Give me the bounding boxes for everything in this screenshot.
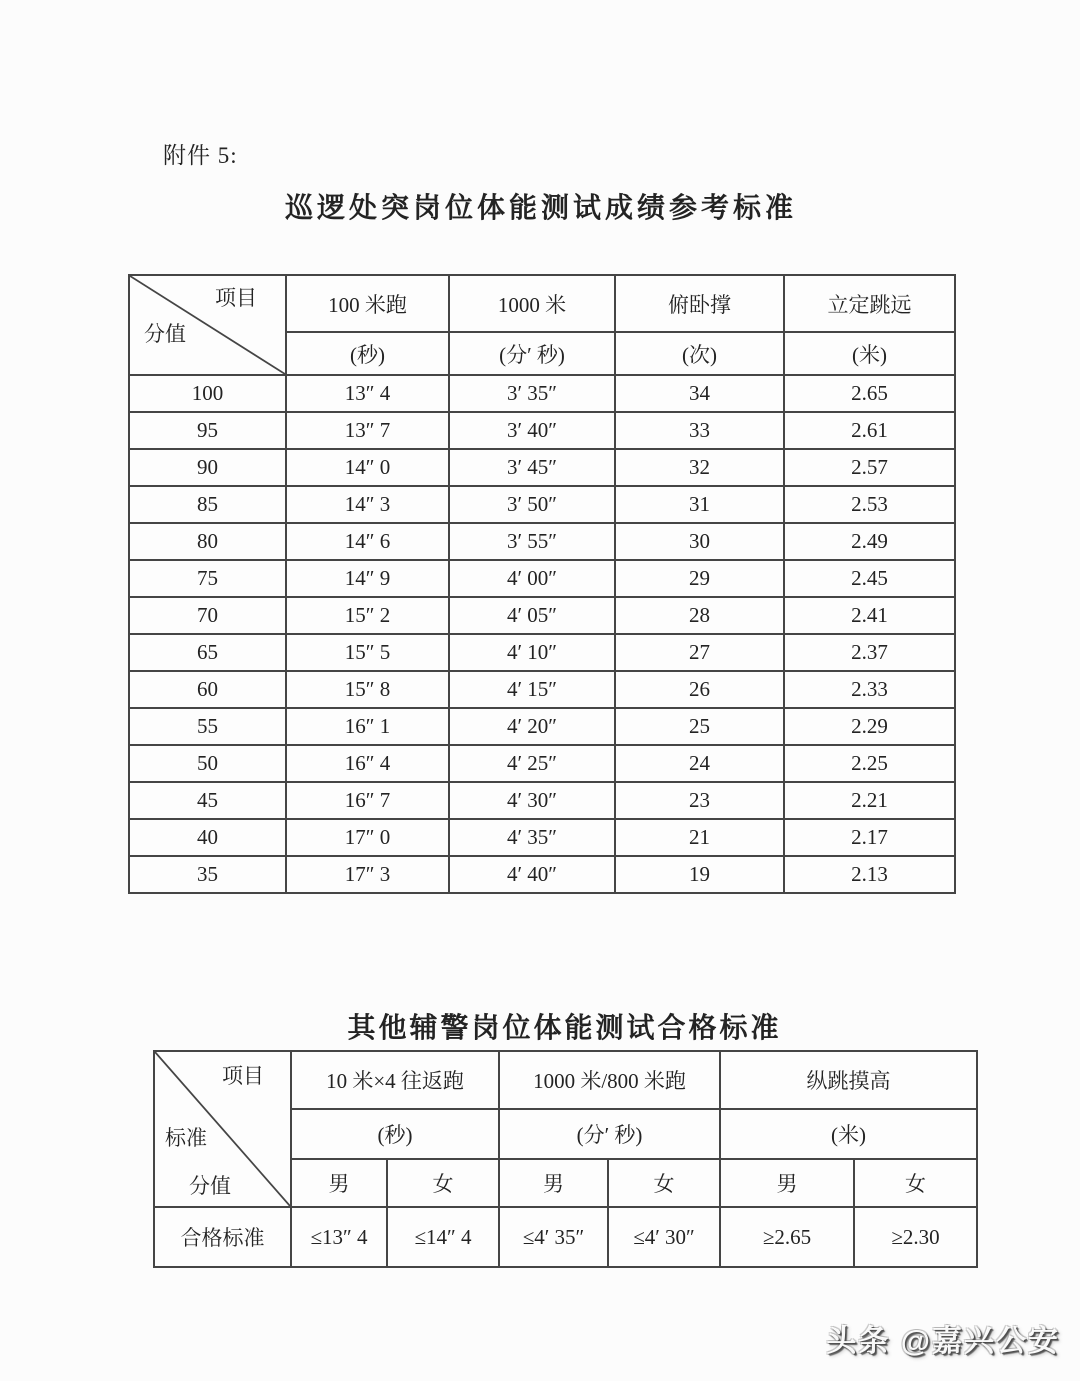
value-cell: 3′ 50″ [449, 486, 615, 523]
value-cell: 23 [615, 782, 784, 819]
table-header-row [129, 275, 955, 332]
table1-title: 巡逻处突岗位体能测试成绩参考标准 [284, 193, 797, 224]
table2-title: 其他辅警岗位体能测试合格标准 [347, 1013, 782, 1044]
table-row [129, 486, 955, 523]
column-unit-jump: (米) [784, 332, 955, 375]
score-cell: 80 [129, 523, 286, 560]
value-cell: 2.45 [784, 560, 955, 597]
value-cell: 14″ 6 [286, 523, 449, 560]
score-cell: 50 [129, 745, 286, 782]
corner-label-project: 项目 [215, 286, 257, 310]
value-cell: ≥2.65 [720, 1207, 854, 1267]
value-cell: 28 [615, 597, 784, 634]
value-cell: 15″ 2 [286, 597, 449, 634]
value-cell: ≤14″ 4 [387, 1207, 499, 1267]
gender-header-male: 男 [499, 1159, 608, 1207]
value-cell: 16″ 1 [286, 708, 449, 745]
gender-header-female: 女 [387, 1159, 499, 1207]
column-header-jump: 立定跳远 [784, 275, 955, 332]
score-cell: 45 [129, 782, 286, 819]
gender-header-female: 女 [854, 1159, 977, 1207]
column-header-distance-run: 1000 米/800 米跑 [499, 1051, 720, 1109]
score-cell: 75 [129, 560, 286, 597]
value-cell: 17″ 3 [286, 856, 449, 893]
value-cell: 24 [615, 745, 784, 782]
column-unit-1000m: (分′ 秒) [449, 332, 615, 375]
value-cell: ≥2.30 [854, 1207, 977, 1267]
value-cell: 29 [615, 560, 784, 597]
table-row [129, 856, 955, 893]
table-row [129, 449, 955, 486]
gender-header-male: 男 [291, 1159, 387, 1207]
attachment-label: 附件 5: [163, 143, 238, 168]
value-cell: 17″ 0 [286, 819, 449, 856]
value-cell: 2.61 [784, 412, 955, 449]
corner-label-score: 分值 [144, 322, 186, 346]
value-cell: 2.57 [784, 449, 955, 486]
value-cell: 2.49 [784, 523, 955, 560]
value-cell: 25 [615, 708, 784, 745]
table-row [129, 412, 955, 449]
value-cell: 4′ 40″ [449, 856, 615, 893]
gender-header-male: 男 [720, 1159, 854, 1207]
value-cell: 14″ 0 [286, 449, 449, 486]
column-header-vertical-jump: 纵跳摸高 [720, 1051, 977, 1109]
value-cell: ≤4′ 35″ [499, 1207, 608, 1267]
value-cell: 13″ 7 [286, 412, 449, 449]
value-cell: 15″ 5 [286, 634, 449, 671]
value-cell: 2.53 [784, 486, 955, 523]
score-cell: 35 [129, 856, 286, 893]
column-header-1000m: 1000 米 [449, 275, 615, 332]
value-cell: 27 [615, 634, 784, 671]
table-header-row [154, 1051, 977, 1109]
corner-label-standard: 标准 [165, 1126, 207, 1150]
table-row [129, 634, 955, 671]
value-cell: 14″ 9 [286, 560, 449, 597]
column-header-100m: 100 米跑 [286, 275, 449, 332]
other-auxiliary-standards-table [153, 1050, 978, 1268]
corner-label-score: 分值 [189, 1174, 231, 1198]
value-cell: 4′ 20″ [449, 708, 615, 745]
table-row [129, 560, 955, 597]
value-cell: 13″ 4 [286, 375, 449, 412]
value-cell: 19 [615, 856, 784, 893]
value-cell: 14″ 3 [286, 486, 449, 523]
patrol-standards-table [128, 274, 956, 894]
value-cell: 3′ 40″ [449, 412, 615, 449]
value-cell: 3′ 45″ [449, 449, 615, 486]
row-label-pass-standard: 合格标准 [154, 1207, 291, 1267]
score-cell: 60 [129, 671, 286, 708]
value-cell: 4′ 05″ [449, 597, 615, 634]
value-cell: 2.37 [784, 634, 955, 671]
value-cell: 30 [615, 523, 784, 560]
column-unit-pushups: (次) [615, 332, 784, 375]
value-cell: 4′ 15″ [449, 671, 615, 708]
value-cell: 31 [615, 486, 784, 523]
value-cell: 4′ 30″ [449, 782, 615, 819]
value-cell: 3′ 35″ [449, 375, 615, 412]
value-cell: 16″ 4 [286, 745, 449, 782]
column-header-shuttle-run: 10 米×4 往返跑 [291, 1051, 499, 1109]
value-cell: 33 [615, 412, 784, 449]
value-cell: 34 [615, 375, 784, 412]
corner-header-cell [154, 1051, 291, 1207]
column-unit-vertical-jump: (米) [720, 1109, 977, 1159]
value-cell: 15″ 8 [286, 671, 449, 708]
table-row [129, 375, 955, 412]
value-cell: 2.25 [784, 745, 955, 782]
score-cell: 70 [129, 597, 286, 634]
value-cell: 4′ 10″ [449, 634, 615, 671]
value-cell: 4′ 35″ [449, 819, 615, 856]
score-cell: 100 [129, 375, 286, 412]
score-cell: 85 [129, 486, 286, 523]
value-cell: 2.21 [784, 782, 955, 819]
value-cell: 4′ 25″ [449, 745, 615, 782]
gender-header-female: 女 [608, 1159, 720, 1207]
score-cell: 55 [129, 708, 286, 745]
value-cell: 21 [615, 819, 784, 856]
table-row [129, 523, 955, 560]
value-cell: 2.17 [784, 819, 955, 856]
value-cell: 2.65 [784, 375, 955, 412]
pass-standard-row [154, 1207, 977, 1267]
score-cell: 40 [129, 819, 286, 856]
score-cell: 65 [129, 634, 286, 671]
column-unit-100m: (秒) [286, 332, 449, 375]
value-cell: 2.13 [784, 856, 955, 893]
value-cell: ≤4′ 30″ [608, 1207, 720, 1267]
value-cell: 32 [615, 449, 784, 486]
column-unit-distance-run: (分′ 秒) [499, 1109, 720, 1159]
score-cell: 90 [129, 449, 286, 486]
value-cell: 2.33 [784, 671, 955, 708]
watermark: 头条 @嘉兴公安 [826, 1325, 1060, 1358]
value-cell: 4′ 00″ [449, 560, 615, 597]
table-row [129, 597, 955, 634]
table-row [129, 782, 955, 819]
score-cell: 95 [129, 412, 286, 449]
table-row [129, 819, 955, 856]
column-unit-shuttle-run: (秒) [291, 1109, 499, 1159]
corner-header-cell [129, 275, 286, 375]
table-row [129, 708, 955, 745]
value-cell: 2.29 [784, 708, 955, 745]
table-row [129, 671, 955, 708]
value-cell: 26 [615, 671, 784, 708]
column-header-pushups: 俯卧撑 [615, 275, 784, 332]
value-cell: 3′ 55″ [449, 523, 615, 560]
value-cell: 16″ 7 [286, 782, 449, 819]
table-row [129, 745, 955, 782]
value-cell: ≤13″ 4 [291, 1207, 387, 1267]
value-cell: 2.41 [784, 597, 955, 634]
corner-label-project: 项目 [222, 1064, 264, 1088]
